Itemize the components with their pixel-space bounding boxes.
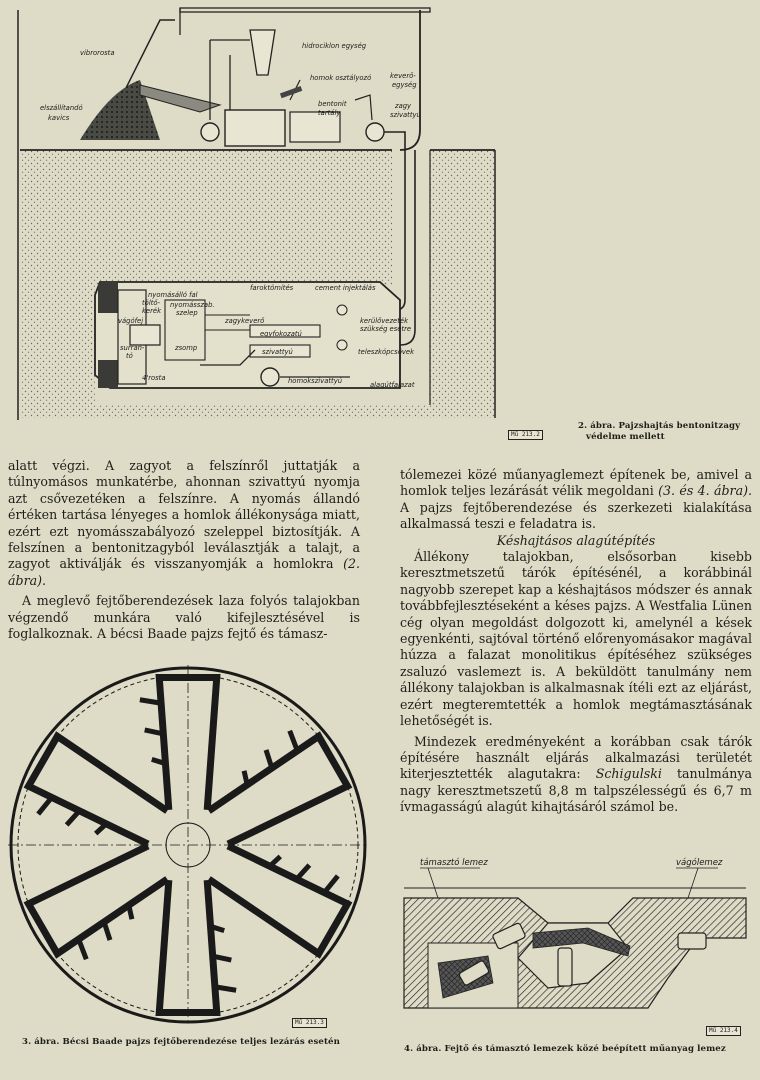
- label-homokszivattyu: homokszivattyú: [288, 377, 343, 385]
- label-zsomp: zsomp: [175, 344, 198, 352]
- figure-3-diagram: [8, 665, 380, 1025]
- paragraph-right-1-text: tólemezei közé műanyaglemezt építenek be, amivel a homlok teljes lezárását vélik megoldani: [400, 467, 752, 499]
- label-vibrorosta: vibrorosta: [80, 49, 115, 57]
- blade-bolt: [140, 700, 159, 703]
- label-nyomasszab: nyomásszab.: [170, 301, 215, 309]
- figure-2-drawing: [0, 0, 760, 445]
- label-kevero: keverő-: [390, 72, 416, 80]
- label-rosta: 4'rosta: [142, 374, 166, 382]
- label-vagolemez: vágólemez: [676, 858, 723, 868]
- label-kerulovezetek-2: szükség esetre: [360, 325, 412, 333]
- label-teleszkopcsovek: teleszkópcsövek: [358, 348, 415, 356]
- label-alagutfalazat: alagútfalazat: [370, 381, 415, 389]
- paragraph-right-3-text-b: tanulmánya nagy keresztmetszetű 8,8 m talpszélességű és 6,7 m ívmagasságú alagút kihajtásáról számol be.: [400, 766, 752, 815]
- figure-2-caption: [578, 421, 753, 443]
- blade-bolt: [129, 906, 132, 919]
- figure-3-drawing: [8, 665, 380, 1025]
- text-column-right: [400, 467, 752, 816]
- figure-3-caption: 3. ábra. Bécsi Baade pajzs fejtőberendezése teljes lezárás esetén: [22, 1037, 340, 1047]
- paragraph-left-2: A meglevő fejtőberendezések laza folyós talajokban végzendő munkára való kifejlesztésével is foglalkoznak. A bécsi Baade pajzs fejtő és támasz-: [8, 593, 360, 642]
- label-hidrociklon: hidrociklon egység: [302, 42, 367, 50]
- blade-bolt: [244, 771, 247, 784]
- label-zagykevero: zagykeverő: [225, 317, 265, 325]
- paragraph-left-1-text: alatt végzi. A zagyot a felszínről juttatják a túlnyomásos munkatérbe, ahonnan szivattyú nyomja azt csővezetéken a felszínre. A nyomás állandó értéken tartása lényeges a homlok állékonysága miatt, ezért ezt nyomásszabályozó szeleppel biztosítják. A felszínen a bentonitzagyból leválasztják a talajt, a zagyot aktiválják és visszanyomják a homlokra: [8, 458, 360, 572]
- figure-3-number: Mű 213.3: [292, 1018, 327, 1028]
- label-kevero-2: egység: [392, 81, 417, 89]
- label-nyomasallo-fal: nyomásálló fal: [148, 291, 198, 299]
- text-column-left: [8, 458, 360, 642]
- label-homok-osztalyozo: homok osztályozó: [310, 74, 372, 82]
- figure-2-caption-line-2: védelme mellett: [586, 432, 665, 442]
- figure-2-diagram: [0, 0, 760, 445]
- label-toltokerek: töltő-: [142, 299, 160, 307]
- label-tartaly: tartály: [318, 109, 341, 117]
- label-surranto: surran-: [120, 344, 145, 352]
- label-surranto-2: tó: [126, 352, 133, 360]
- figure-4-drawing: [398, 848, 754, 1028]
- figure-4-number: Mű 213.4: [706, 1026, 741, 1036]
- author-name: Schigulski: [595, 766, 662, 782]
- figure-2-reference: (2. ábra).: [8, 556, 360, 588]
- figure-4-caption: 4. ábra. Fejtő és támasztó lemezek közé beépített műanyag lemez: [404, 1044, 726, 1054]
- label-toltokerek-2: kerék: [142, 307, 162, 315]
- paragraph-left-1: [8, 458, 360, 589]
- label-kerulovezetek: kerülővezeték: [360, 317, 409, 325]
- label-tamaszto-lemez: támasztó lemez: [420, 858, 488, 868]
- paragraph-right-1-end: A pajzs fejtőberendezése és szerkezeti kialakítása alkalmassá teszi e feladatra is.: [400, 499, 752, 532]
- paragraph-right-1: [400, 467, 752, 533]
- label-egyfokozatu: egyfokozatú: [260, 330, 302, 338]
- blade-bolt: [145, 730, 161, 733]
- figure-4-diagram: [398, 848, 754, 1028]
- label-kavics: kavics: [48, 114, 70, 122]
- figure-3-4-reference: (3. és 4. ábra).: [658, 483, 753, 499]
- bolt-icon: [558, 948, 572, 986]
- label-elszallitando: elszállítandó: [40, 104, 83, 112]
- label-cement-injektalas: cement injektálás: [315, 284, 376, 292]
- blade-bolt: [215, 957, 231, 960]
- label-vagofej: vágófej: [118, 317, 144, 325]
- label-egyfokozatu-2: szivattyú: [262, 348, 293, 356]
- paragraph-right-3-text-a: Mindezek eredményeként a korábban csak tárók építésére használt eljárás alkalmazási területét kiterjesztették alagutakra:: [400, 733, 752, 782]
- label-zagy: zagy: [395, 102, 412, 110]
- label-faroktomites: faroktömítés: [250, 284, 294, 292]
- figure-2-number: Mű 213.2: [508, 430, 543, 440]
- paragraph-right-2: Állékony talajokban, elsősorban kisebb keresztmetszetű tárók építésénél, a korábbinál nagyobb szerepet kap a késhajtásos módszer és annak továbbfejlesztéseként a késes pajzs. A Westfalia Lünen cég olyan megoldást dolgozott ki, amelynél a kések egyenkénti, sajtóval történő előrenyomásakor magával húzza a falazat monolitikus építéséhez szükséges zsaluzó vaslemezt is. A beküldött tanulmány nem állékony talajokban is alkalmasnak ítéli ezt az eljárást, ezért megteremtették a homlok megtámasztásának lehetőségét is.: [400, 549, 752, 729]
- label-szelep: szelep: [176, 309, 198, 317]
- paragraph-right-3: [400, 734, 752, 816]
- label-szivattyu: szivattyú: [390, 111, 421, 119]
- blade-bolt: [217, 987, 236, 990]
- figure-2-caption-line-1: 2. ábra. Pajzshajtás bentonitzagy: [578, 421, 741, 431]
- section-heading: Késhajtásos alagútépítés: [496, 532, 656, 548]
- label-bentonit: bentonit: [318, 100, 347, 108]
